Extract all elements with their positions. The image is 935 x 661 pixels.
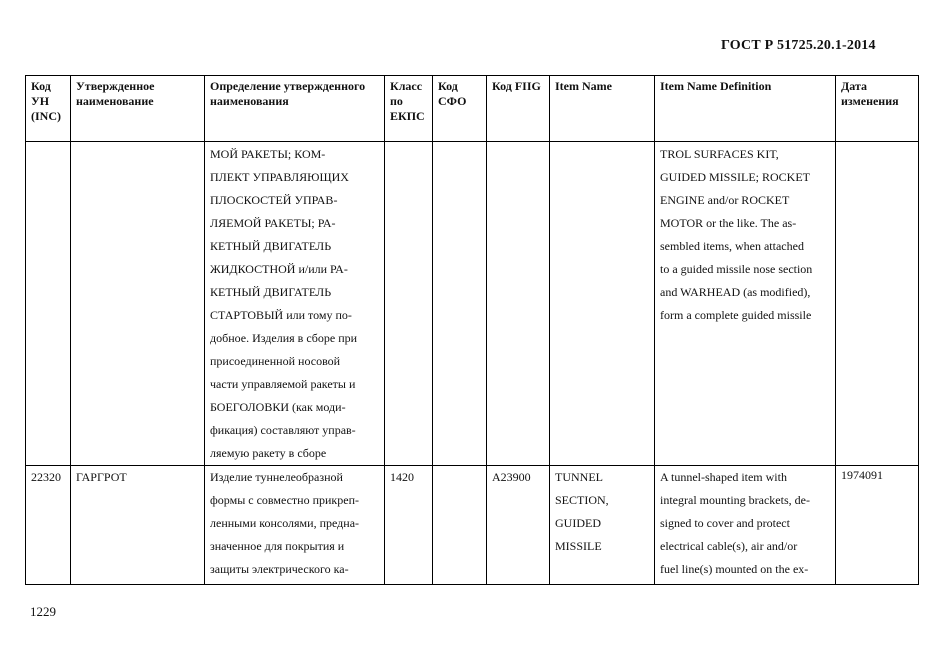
document-header: ГОСТ Р 51725.20.1-2014 — [721, 38, 876, 53]
definition-en-line: GUIDED MISSILE; ROCKET — [660, 170, 810, 184]
definition-ru-line: КЕТНЫЙ ДВИГАТЕЛЬ — [210, 285, 332, 299]
cell-fiig — [487, 466, 550, 585]
definition-ru-line: защиты электрического ка- — [210, 562, 349, 576]
definition-en-line: signed to cover and protect — [660, 516, 790, 530]
definition-ru-line: ленными консолями, предна- — [210, 516, 360, 530]
cell-definition-en — [655, 466, 836, 585]
page-number: 1229 — [30, 604, 56, 619]
header-inc: Код УН (INC) — [26, 76, 71, 142]
definition-en-line: integral mounting brackets, de- — [660, 493, 810, 507]
definition-ru-line: фикация) составляют управ- — [210, 423, 356, 437]
definition-ru-line: ПЛЕКТ УПРАВЛЯЮЩИХ — [210, 170, 349, 184]
header-item-name: Item Name — [550, 76, 655, 142]
cell-change-date — [836, 466, 919, 585]
definition-ru-line: Изделие туннелеобразной — [210, 470, 343, 484]
header-fiig: Код FIIG — [487, 76, 550, 142]
definition-ru-line: СТАРТОВЫЙ или тому по- — [210, 308, 352, 322]
definition-ru-line: присоединенной носовой — [210, 354, 341, 368]
fiig-value: A23900 — [492, 470, 531, 484]
cell-class-ekps — [385, 142, 433, 466]
definition-en-line: A tunnel-shaped item with — [660, 470, 787, 484]
cell-definition-en — [655, 142, 836, 466]
cell-item-name — [550, 466, 655, 585]
header-change-date: Дата изменения — [836, 76, 919, 142]
definition-ru-line: ЖИДКОСТНОЙ и/или РА- — [210, 262, 348, 276]
definition-en-line: TROL SURFACES KIT, — [660, 147, 779, 161]
definition-ru-line: КЕТНЫЙ ДВИГАТЕЛЬ — [210, 239, 332, 253]
item-name-line: GUIDED — [555, 516, 601, 530]
change-date-value: 1974091 — [841, 468, 883, 482]
definition-ru-line: БОЕГОЛОВКИ (как моди- — [210, 400, 346, 414]
definition-en-line: ENGINE and/or ROCKET — [660, 193, 790, 207]
definition-ru-line: значенное для покрытия и — [210, 539, 345, 553]
cell-inc — [26, 142, 71, 466]
definition-en-line: MOTOR or the like. The as- — [660, 216, 797, 230]
cell-sfo — [433, 142, 487, 466]
definition-en-line: to a guided missile nose section — [660, 262, 813, 276]
cell-approved-name — [71, 142, 205, 466]
header-item-name-definition: Item Name Definition — [655, 76, 836, 142]
approved-name-value: ГАРГРОТ — [76, 470, 127, 484]
table-row — [26, 466, 919, 585]
cell-inc — [26, 466, 71, 585]
header-class-ekps: Класс по ЕКПС — [385, 76, 433, 142]
definition-ru-line: ляемую ракету в сборе — [210, 446, 327, 460]
cell-definition-ru — [205, 466, 385, 585]
cell-item-name — [550, 142, 655, 466]
definition-en-line: fuel line(s) mounted on the ex- — [660, 562, 809, 576]
item-name-line: TUNNEL — [555, 470, 603, 484]
item-name-line: SECTION, — [555, 493, 609, 507]
definition-en-line: electrical cable(s), air and/or — [660, 539, 798, 553]
cell-definition-ru — [205, 142, 385, 466]
definition-ru-line: формы с совместно прикреп- — [210, 493, 359, 507]
header-approved-name: Утвержденное наименование — [71, 76, 205, 142]
definition-ru-line: ПЛОСКОСТЕЙ УПРАВ- — [210, 193, 338, 207]
inc-value: 22320 — [31, 470, 61, 484]
cell-change-date — [836, 142, 919, 466]
definition-ru-line: добное. Изделия в сборе при — [210, 331, 358, 345]
table-row — [26, 142, 919, 466]
nomenclature-table — [25, 75, 919, 585]
cell-class-ekps — [385, 466, 433, 585]
definition-ru-line: МОЙ РАКЕТЫ; КОМ- — [210, 147, 326, 161]
definition-ru-line: ЛЯЕМОЙ РАКЕТЫ; РА- — [210, 216, 336, 230]
header-definition-ru: Определение утвержденного наименования — [205, 76, 385, 142]
definition-en-line: sembled items, when attached — [660, 239, 804, 253]
cell-sfo — [433, 466, 487, 585]
definition-en-line: form a complete guided missile — [660, 308, 812, 322]
definition-ru-line: части управляемой ракеты и — [210, 377, 356, 391]
header-sfo: Код СФО — [433, 76, 487, 142]
class-ekps-value: 1420 — [390, 470, 414, 484]
table-header-row — [26, 76, 919, 142]
cell-fiig — [487, 142, 550, 466]
item-name-line: MISSILE — [555, 539, 602, 553]
definition-en-line: and WARHEAD (as modified), — [660, 285, 811, 299]
cell-approved-name — [71, 466, 205, 585]
